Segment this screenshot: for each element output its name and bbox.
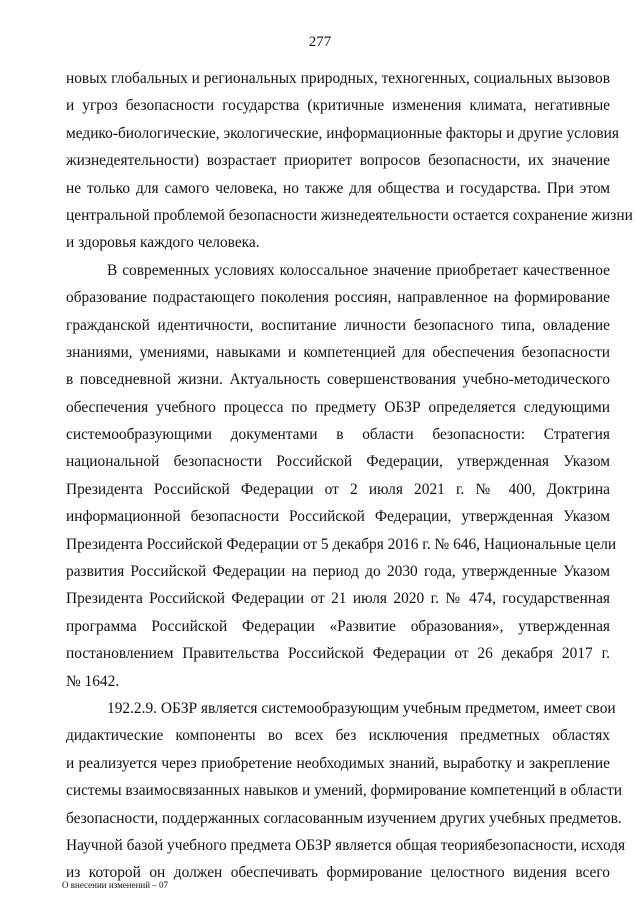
page-number: 277 — [308, 34, 332, 50]
text-line: Научной базой учебного предмета ОБЗР является общая теориябезопасности, исходя — [66, 836, 626, 854]
paragraph-192-2-9 — [66, 695, 626, 887]
text-line: системы взаимосвязанных навыков и умений, формирование компетенций в области — [66, 782, 622, 800]
text-line: Президента Российской Федерации от 5 декабря 2016 г. № 646, Национальные цели — [66, 535, 617, 553]
text-line: Президента Российской Федерации от 2 июля 2021 г. № 400, Доктрина — [66, 480, 610, 498]
text-line: гражданской идентичности, воспитание личности безопасного типа, овладение — [66, 316, 610, 334]
text-line: В современных условиях колоссальное значение приобретает качественное — [107, 261, 610, 279]
text-line: системообразующими документами в области безопасности: Стратегия — [66, 426, 610, 444]
paragraph-continuation — [66, 65, 633, 257]
body-text — [66, 65, 633, 887]
text-line: информационной безопасности Российской Федерации, утвержденная Указом — [66, 508, 610, 526]
text-line: из которой он должен обеспечивать формирование целостного видения всего — [66, 864, 610, 882]
text-line: не только для самого человека, но также для общества и государства. При этом — [66, 179, 610, 197]
text-line: № 1642. — [66, 672, 120, 690]
text-line: новых глобальных и региональных природных, техногенных, социальных вызовов — [66, 70, 610, 87]
text-line: и здоровья каждого человека. — [66, 234, 260, 252]
text-line: 192.2.9. ОБЗР является системообразующим учебным предметом, имеет свои — [107, 699, 616, 717]
text-line: центральной проблемой безопасности жизнедеятельности остается сохранение жизни — [66, 206, 633, 224]
paragraph-modern-conditions — [66, 257, 617, 695]
text-line: развития Российской Федерации на период до 2030 года, утвержденные Указом — [66, 563, 610, 581]
text-line: безопасности, поддержанных согласованным изучением других учебных предметов. — [66, 809, 622, 827]
text-line: и угроз безопасности государства (критичные изменения климата, негативные — [66, 97, 610, 115]
text-line: дидактические компоненты во всех без исключения предметных областях — [66, 727, 610, 745]
text-line: постановлением Правительства Российской Федерации от 26 декабря 2017 г. — [66, 645, 610, 663]
text-line: и реализуется через приобретение необходимых знаний, выработку и закрепление — [66, 754, 610, 772]
text-line: Президента Российской Федерации от 21 июля 2020 г. № 474, государственная — [66, 590, 610, 608]
text-line: образование подрастающего поколения россиян, направленное на формирование — [66, 289, 610, 307]
text-line: жизнедеятельности) возрастает приоритет вопросов безопасности, их значение — [66, 152, 610, 170]
text-line: национальной безопасности Российской Федерации, утвержденная Указом — [66, 453, 610, 471]
footer-note: О внесении изменений – 07 — [62, 880, 169, 890]
text-line: обеспечения учебного процесса по предмету ОБЗР определяется следующими — [66, 398, 610, 416]
text-line: в повседневной жизни. Актуальность совершенствования учебно-методического — [66, 371, 610, 389]
text-line: знаниями, умениями, навыками и компетенцией для обеспечения безопасности — [66, 343, 610, 361]
text-line: программа Российской Федерации «Развитие образования», утвержденная — [66, 617, 610, 635]
text-line: медико-биологические, экологические, информационные факторы и другие условия — [66, 124, 619, 142]
